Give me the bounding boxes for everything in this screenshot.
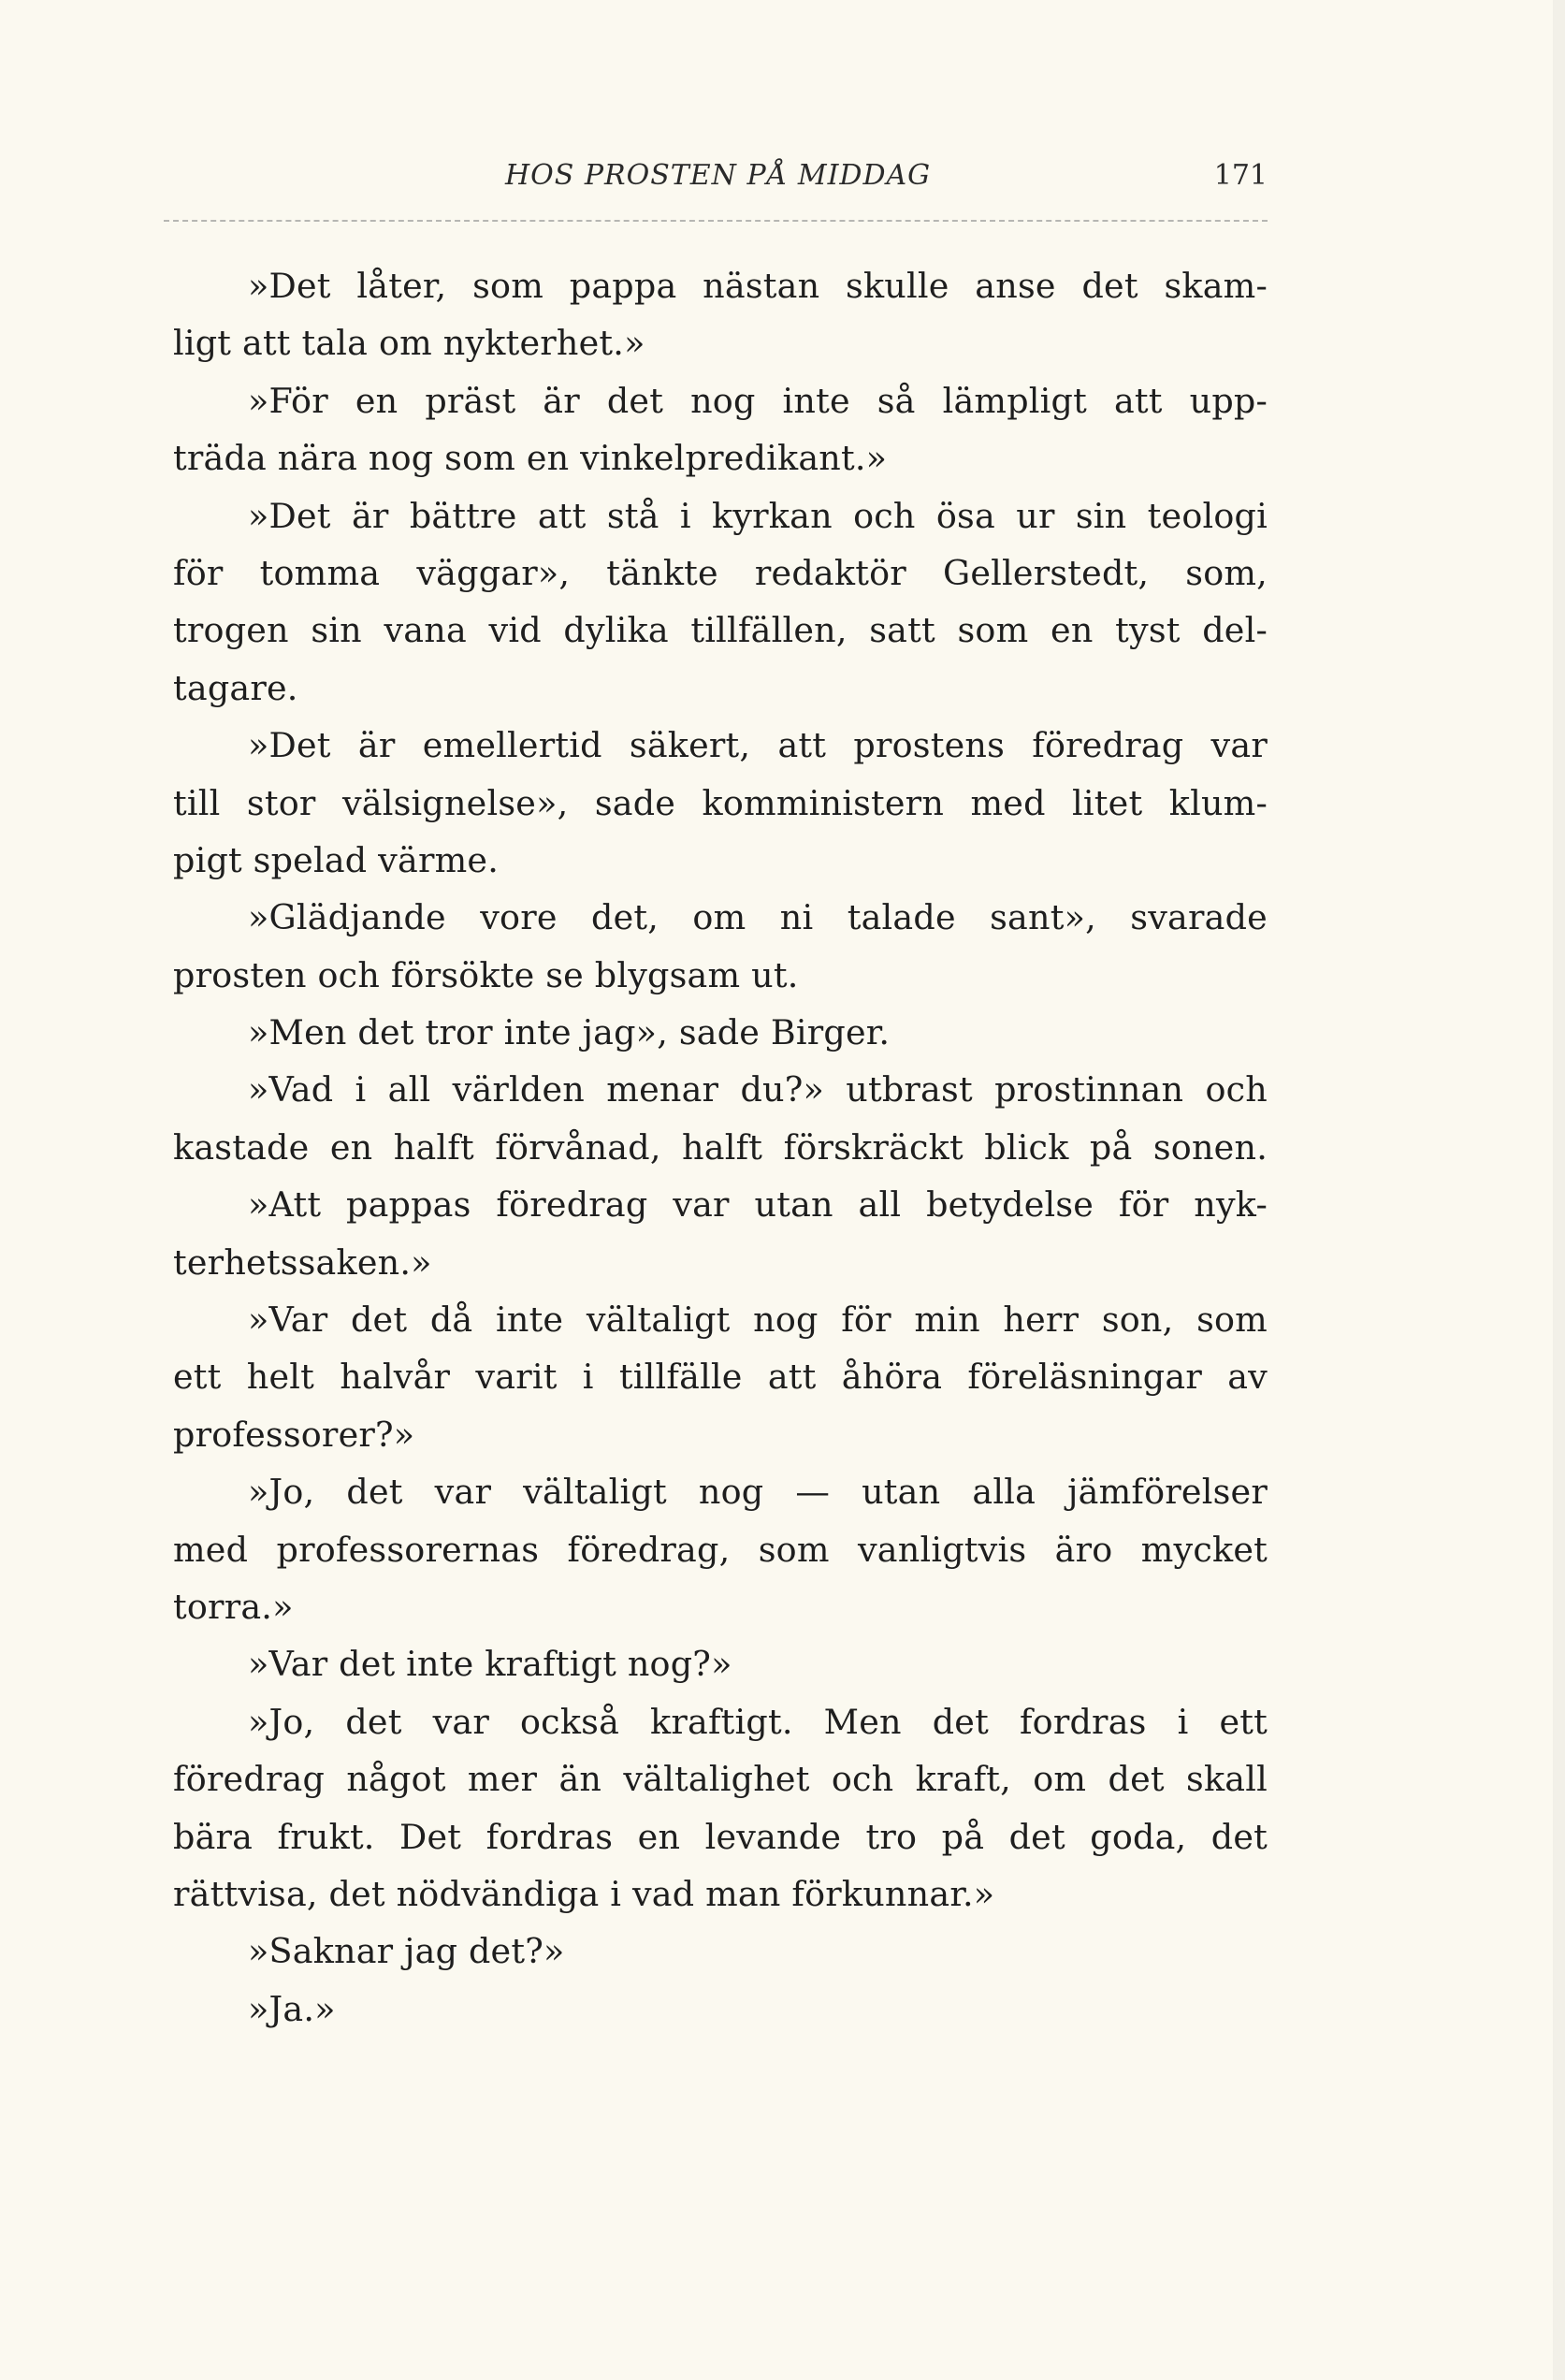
text-line: »Att pappas föredrag var utan all betydelse för nyk- [248,1184,1268,1226]
text-line: tagare. [173,667,298,708]
text-line: träda nära nog som en vinkelpredikant.» [173,438,888,479]
header-rule [164,220,1268,222]
text-line: »Jo, det var också kraftigt. Men det fordras i ett [248,1701,1268,1742]
text-line: »Var det inte kraftigt nog?» [248,1644,732,1685]
text-line: »Vad i all världen menar du?» utbrast prostinnan och [248,1069,1268,1110]
running-title: HOS PROSTEN PÅ MIDDAG [505,159,932,192]
text-line: kastade en halft förvånad, halft förskräckt blick på sonen. [173,1126,1268,1168]
text-line: för tomma väggar», tänkte redaktör Gellerstedt, som, [173,552,1268,593]
text-line: föredrag något mer än vältalighet och kraft, om det skall [173,1759,1268,1800]
text-line: »Var det då inte vältaligt nog för min herr son, som [248,1299,1268,1341]
text-line: »För en präst är det nog inte så lämpligt att upp- [248,380,1268,421]
text-line: professorer?» [173,1414,415,1455]
text-line: terhetssaken.» [173,1241,432,1283]
text-line: pigt spelad värme. [173,839,500,880]
text-line: ligt att tala om nykterhet.» [173,323,645,364]
text-line: ett helt halvår varit i tillfälle att åhöra föreläsningar av [173,1357,1268,1398]
text-line: »Jo, det var vältaligt nog — utan alla jämförelser [248,1472,1268,1513]
body-text [173,257,1268,2038]
text-line: »Ja.» [248,1988,336,2029]
page-header [164,159,1268,215]
text-line: trogen sin vana vid dylika tillfällen, satt som en tyst del- [173,610,1268,651]
text-line: bära frukt. Det fordras en levande tro på det goda, det [173,1816,1268,1857]
text-line: »Det låter, som pappa nästan skulle anse det skam- [248,266,1268,306]
text-line: till stor välsignelse», sade komministern med litet klum- [173,782,1268,823]
text-line: med professorernas föredrag, som vanligtvis äro mycket [173,1529,1268,1570]
text-line: torra.» [173,1586,294,1627]
text-line: »Det är bättre att stå i kyrkan och ösa ur sin teologi [248,495,1268,536]
page-number: 171 [1213,159,1268,192]
text-line: »Glädjande vore det, om ni talade sant», svarade [248,897,1268,938]
page-edge [1553,0,1565,2380]
text-line: »Det är emellertid säkert, att prostens föredrag var [248,725,1268,766]
text-line: »Saknar jag det?» [248,1931,565,1972]
text-line: »Men det tror inte jag», sade Birger. [248,1012,891,1053]
text-line: rättvisa, det nödvändiga i vad man förkunnar.» [173,1873,995,1914]
text-line: prosten och försökte se blygsam ut. [173,954,799,995]
